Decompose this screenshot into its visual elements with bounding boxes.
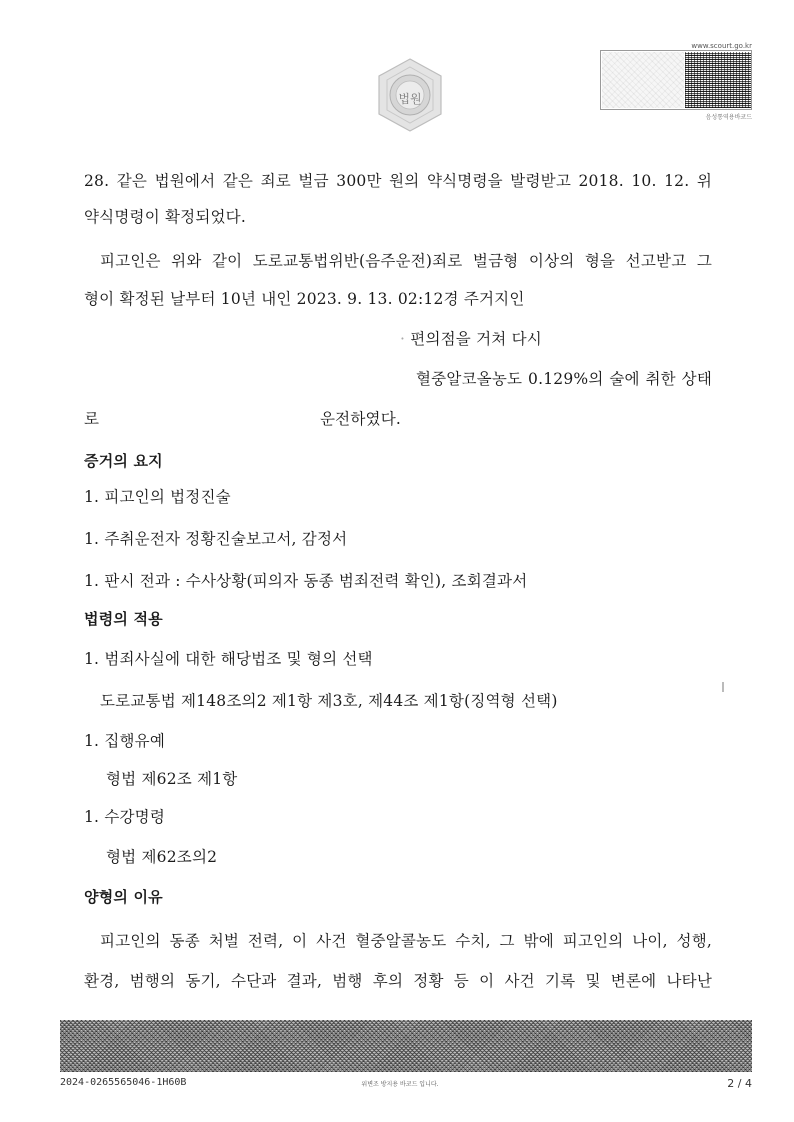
body-line-5: · 편의점을 거쳐 다시	[400, 330, 542, 348]
law-heading: 법령의 적용	[84, 610, 163, 628]
body-line-4: 형이 확정된 날부터 10년 내인 2023. 9. 13. 02:12경 주거지인	[84, 290, 525, 308]
body-line-8: 운전하였다.	[320, 410, 401, 428]
page-number: 2 / 4	[727, 1077, 752, 1090]
body-line-7: 로	[84, 410, 100, 428]
body-line-5-text: 편의점을 거쳐 다시	[410, 330, 542, 348]
sentencing-line-2: 환경, 범행의 동기, 수단과 결과, 범행 후의 정황 등 이 사건 기록 및 변론에 나타난	[84, 972, 712, 990]
body-line-6: 혈중알코올농도 0.129%의 술에 취한 상태	[416, 370, 712, 388]
evidence-heading: 증거의 요지	[84, 452, 163, 470]
anti-forgery-barcode	[60, 1020, 752, 1072]
sentencing-heading: 양형의 이유	[84, 888, 163, 906]
verification-code-box	[600, 50, 752, 110]
law-item-1: 1. 범죄사실에 대한 해당법조 및 형의 선택	[84, 650, 373, 668]
seal-text: 법원	[398, 92, 422, 106]
code-pattern-light	[602, 52, 684, 108]
sentencing-line-1: 피고인의 동종 처벌 전력, 이 사건 혈중알콜농도 수치, 그 밖에 피고인의 나이, 성행,	[100, 932, 712, 950]
law-item-4: 형법 제62조 제1항	[106, 770, 238, 788]
body-line-2: 약식명령이 확정되었다.	[84, 208, 246, 226]
code-caption: 음성통역용바코드	[705, 114, 752, 121]
law-item-2: 도로교통법 제148조의2 제1항 제3호, 제44조 제1항(징역형 선택)	[100, 692, 558, 710]
body-line-1: 28. 같은 법원에서 같은 죄로 벌금 300만 원의 약식명령을 발령받고 2018. 10. 12. 위	[84, 172, 712, 190]
site-url: www.scourt.go.kr	[691, 42, 752, 50]
document-id: 2024-0265565046-1H60B	[60, 1077, 187, 1088]
law-item-6: 형법 제62조의2	[106, 848, 218, 866]
margin-mark	[722, 682, 724, 692]
body-line-3: 피고인은 위와 같이 도로교통법위반(음주운전)죄로 벌금형 이상의 형을 선고받고 그	[100, 252, 712, 270]
law-item-5: 1. 수강명령	[84, 808, 166, 826]
evidence-item-1: 1. 피고인의 법정진술	[84, 488, 231, 506]
evidence-item-3: 1. 판시 전과 : 수사상황(피의자 동종 범죄전력 확인), 조회결과서	[84, 572, 528, 590]
law-item-3: 1. 집행유예	[84, 732, 166, 750]
evidence-item-2: 1. 주취운전자 정황진술보고서, 감정서	[84, 530, 348, 548]
qr-code-icon	[685, 52, 751, 108]
barcode-note: 위변조 방지용 바코드 입니다.	[361, 1081, 439, 1088]
